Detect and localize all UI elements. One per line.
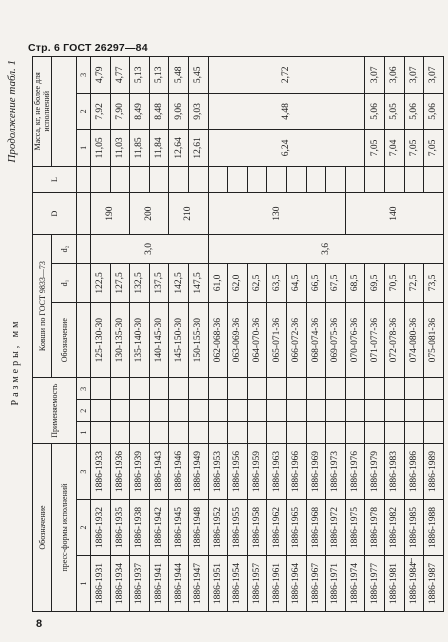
table-cell: 063-069-36 <box>228 302 248 377</box>
table-cell: 63,5 <box>267 264 287 303</box>
table-cell: 130 <box>208 193 345 234</box>
table-cell <box>424 166 444 193</box>
table-cell: 3,07 <box>404 57 424 94</box>
table-cell <box>424 400 444 422</box>
table-cell <box>384 378 404 400</box>
col-num: 1 <box>77 422 91 444</box>
table-cell: 1886-1967 <box>306 556 326 612</box>
table-cell: 1886-1933 <box>91 444 111 500</box>
table-cell: 3,06 <box>384 57 404 94</box>
table-cell: 1886-1977 <box>365 556 385 612</box>
table-cell: 1886-1961 <box>267 556 287 612</box>
table-cell: 071-077-36 <box>365 302 385 377</box>
table-cell: 122,5 <box>91 264 111 303</box>
table-cell <box>228 400 248 422</box>
table-cell: 1886-1965 <box>286 500 306 556</box>
table-cell <box>247 422 267 444</box>
table-cell <box>404 400 424 422</box>
col-num: 2 <box>77 500 91 556</box>
table-row <box>384 57 404 612</box>
col-num: 2 <box>77 93 91 130</box>
table-cell: 1886-1962 <box>267 500 287 556</box>
table-cell <box>110 378 130 400</box>
table-cell: 1886-1989 <box>424 444 444 500</box>
table-cell: 132,5 <box>130 264 150 303</box>
header-D: D <box>33 193 77 234</box>
table-cell: 11,03 <box>110 130 130 167</box>
table-cell: 1886-1968 <box>306 500 326 556</box>
table-cell: 1886-1943 <box>149 444 169 500</box>
table-cell: 074-080-36 <box>404 302 424 377</box>
table-cell <box>110 166 130 193</box>
table-cell: 62,0 <box>228 264 248 303</box>
table-cell: 7,04 <box>384 130 404 167</box>
table-cell: 066-072-36 <box>286 302 306 377</box>
table-cell: 1886-1978 <box>365 500 385 556</box>
table-cell: 130-135-30 <box>110 302 130 377</box>
table-cell: 1886-1946 <box>169 444 189 500</box>
table-cell: 1886-1959 <box>247 444 267 500</box>
table-cell: 1886-1969 <box>306 444 326 500</box>
table-cell <box>188 422 208 444</box>
col-num: 3 <box>77 57 91 94</box>
table-cell: 1886-1972 <box>326 500 346 556</box>
table-cell: 1886-1964 <box>286 556 306 612</box>
table-cell: 1886-1955 <box>228 500 248 556</box>
table-cell: 62,5 <box>247 264 267 303</box>
table-cell: 3,0 <box>91 234 209 263</box>
table-row <box>188 57 208 612</box>
table-cell <box>286 378 306 400</box>
table-cell <box>365 166 385 193</box>
header-kovsh: Ковши по ГОСТ 9833—73 <box>33 234 52 378</box>
table-cell <box>404 378 424 400</box>
col-num: 3 <box>77 378 91 400</box>
table-cell <box>326 166 346 193</box>
table-cell <box>149 166 169 193</box>
table-cell: 61,0 <box>208 264 228 303</box>
table-cell: 1886-1986 <box>404 444 424 500</box>
table-cell: 1886-1945 <box>169 500 189 556</box>
table-cell: 1886-1936 <box>110 444 130 500</box>
col-num: 1 <box>77 130 91 167</box>
table-cell <box>345 378 365 400</box>
table-cell <box>384 400 404 422</box>
table-cell: 73,5 <box>424 264 444 303</box>
table-cell: 3,6 <box>208 234 443 263</box>
page-number: 8 <box>36 618 43 630</box>
table-cell <box>267 400 287 422</box>
table-cell <box>130 166 150 193</box>
table-cell <box>267 422 287 444</box>
table-cell: 2,72 <box>208 57 365 94</box>
table-cell: 135-140-30 <box>130 302 150 377</box>
table-cell: 5,48 <box>169 57 189 94</box>
table-cell: 7,05 <box>365 130 385 167</box>
rotated-table-container <box>6 56 439 612</box>
table-cell: 142,5 <box>169 264 189 303</box>
table-cell: 1886-1931 <box>91 556 111 612</box>
table-cell: 4,48 <box>208 93 365 130</box>
table-cell <box>247 166 267 193</box>
table-row <box>130 57 150 612</box>
table-cell <box>110 422 130 444</box>
table-cell: 1886-1956 <box>228 444 248 500</box>
table-cell: 1886-1981 <box>384 556 404 612</box>
table-cell: 1886-1951 <box>208 556 228 612</box>
sizes-caption: Размеры, мм <box>10 318 21 406</box>
continuation-caption: Продолжение табл. 1 <box>6 60 18 163</box>
table-cell <box>91 378 111 400</box>
table-cell: 1886-1979 <box>365 444 385 500</box>
table-cell <box>91 400 111 422</box>
col-num: 2 <box>77 400 91 422</box>
table-cell: 1886-1941 <box>149 556 169 612</box>
table-cell: 150-155-30 <box>188 302 208 377</box>
table-cell: 068-074-36 <box>306 302 326 377</box>
table-row <box>208 57 228 612</box>
table-cell: 1886-1983 <box>384 444 404 500</box>
table-row <box>110 57 130 612</box>
table-cell <box>326 378 346 400</box>
header-applicability: Применяемость <box>33 378 77 444</box>
header-mass: Масса, кг, не более для исполнений <box>33 57 52 167</box>
table-cell <box>365 400 385 422</box>
table-cell: 1886-1976 <box>345 444 365 500</box>
table-cell <box>169 422 189 444</box>
table-cell: 1886-1948 <box>188 500 208 556</box>
table-cell <box>188 378 208 400</box>
table-cell: 3,07 <box>365 57 385 94</box>
table-cell <box>130 422 150 444</box>
table-cell: 64,5 <box>286 264 306 303</box>
table-cell: 1886-1939 <box>130 444 150 500</box>
table-cell <box>169 166 189 193</box>
table-cell: 127,5 <box>110 264 130 303</box>
table-cell <box>188 400 208 422</box>
header-L: L <box>33 166 77 193</box>
table-cell <box>149 422 169 444</box>
table-cell: 190 <box>91 193 130 234</box>
table-cell: 5,13 <box>130 57 150 94</box>
table-cell <box>188 166 208 193</box>
table-cell: 1886-1963 <box>267 444 287 500</box>
table-cell <box>345 400 365 422</box>
table-cell: 3,07 <box>424 57 444 94</box>
table-cell: 1886-1938 <box>130 500 150 556</box>
table-cell: 140 <box>345 193 443 234</box>
table-cell <box>404 422 424 444</box>
table-cell: 1886-1937 <box>130 556 150 612</box>
table-cell <box>130 400 150 422</box>
table-cell: 200 <box>130 193 169 234</box>
table-cell: 11,05 <box>91 130 111 167</box>
table-cell: 5,05 <box>384 93 404 130</box>
table-cell: 1886-1953 <box>208 444 228 500</box>
table-cell: 072-078-36 <box>384 302 404 377</box>
table-row <box>169 57 189 612</box>
table-cell <box>404 166 424 193</box>
table-cell: 1886-1971 <box>326 556 346 612</box>
table-cell: 064-070-36 <box>247 302 267 377</box>
table-cell: 11,84 <box>149 130 169 167</box>
header-d2: d₂ <box>52 234 77 263</box>
table-cell: 9,03 <box>188 93 208 130</box>
table-cell: 1886-1944 <box>169 556 189 612</box>
table-cell: 069-075-36 <box>326 302 346 377</box>
table-cell <box>365 378 385 400</box>
table-cell: 1886-1954 <box>228 556 248 612</box>
table-cell <box>345 422 365 444</box>
table-cell: 1886-1947 <box>188 556 208 612</box>
table-cell: 5,06 <box>365 93 385 130</box>
table-cell: 12,64 <box>169 130 189 167</box>
table-cell: 7,05 <box>424 130 444 167</box>
table-cell: 8,49 <box>130 93 150 130</box>
table-cell: 1886-1952 <box>208 500 228 556</box>
table-cell: 137,5 <box>149 264 169 303</box>
table-cell <box>267 166 287 193</box>
table-cell <box>149 400 169 422</box>
table-cell: 140-145-30 <box>149 302 169 377</box>
table-cell <box>228 378 248 400</box>
col-num: 1 <box>77 556 91 612</box>
table-cell <box>267 378 287 400</box>
table-cell <box>306 400 326 422</box>
table-cell <box>424 422 444 444</box>
table-cell <box>424 378 444 400</box>
table-cell: 6,24 <box>208 130 365 167</box>
table-cell <box>169 400 189 422</box>
table-cell <box>384 422 404 444</box>
table-cell <box>208 400 228 422</box>
table-cell <box>91 422 111 444</box>
table-cell: 210 <box>169 193 208 234</box>
table-cell <box>228 422 248 444</box>
table-cell <box>345 166 365 193</box>
scan-mark: ɟ <box>410 555 413 565</box>
table-cell <box>286 400 306 422</box>
table-cell: 1886-1988 <box>424 500 444 556</box>
table-cell: 1886-1975 <box>345 500 365 556</box>
table-cell <box>326 422 346 444</box>
table-cell: 67,5 <box>326 264 346 303</box>
table-cell <box>208 166 228 193</box>
header-kovsh-designation: Обозначение <box>52 302 77 377</box>
table-cell: 147,5 <box>188 264 208 303</box>
header-press-forms: пресс-формы исполнений <box>52 444 77 612</box>
table-cell: 1886-1958 <box>247 500 267 556</box>
table-cell <box>365 422 385 444</box>
table-cell: 1886-1949 <box>188 444 208 500</box>
table-cell: 66,5 <box>306 264 326 303</box>
table-cell: 1886-1932 <box>91 500 111 556</box>
table-cell: 70,5 <box>384 264 404 303</box>
table-cell: 1886-1982 <box>384 500 404 556</box>
table-cell <box>286 166 306 193</box>
table-row <box>424 57 444 612</box>
table-cell: 075-081-36 <box>424 302 444 377</box>
table-cell: 69,5 <box>365 264 385 303</box>
table-cell: 1886-1987 <box>424 556 444 612</box>
table-cell: 5,06 <box>404 93 424 130</box>
table-cell: 070-076-36 <box>345 302 365 377</box>
table-cell: 1886-1957 <box>247 556 267 612</box>
table-cell <box>306 378 326 400</box>
table-cell <box>208 422 228 444</box>
table-cell: 11,85 <box>130 130 150 167</box>
table-cell: 4,77 <box>110 57 130 94</box>
table-cell: 1886-1974 <box>345 556 365 612</box>
header-d1: d₁ <box>52 264 77 303</box>
table-row <box>404 57 424 612</box>
table-row <box>365 57 385 612</box>
table-cell: 1886-1985 <box>404 500 424 556</box>
table-cell <box>326 400 346 422</box>
table-cell: 1886-1973 <box>326 444 346 500</box>
table-body <box>91 57 444 612</box>
table-cell <box>130 378 150 400</box>
table-row <box>91 57 111 612</box>
table-cell: 4,79 <box>91 57 111 94</box>
table-cell <box>208 378 228 400</box>
dimensions-table <box>32 56 444 612</box>
table-cell: 1886-1934 <box>110 556 130 612</box>
table-cell <box>384 166 404 193</box>
table-cell: 1886-1966 <box>286 444 306 500</box>
col-num: 3 <box>77 444 91 500</box>
table-cell <box>110 400 130 422</box>
table-cell: 062-068-36 <box>208 302 228 377</box>
table-cell: 7,92 <box>91 93 111 130</box>
table-cell: 1886-1942 <box>149 500 169 556</box>
table-cell <box>306 166 326 193</box>
table-cell: 7,90 <box>110 93 130 130</box>
table-cell <box>149 378 169 400</box>
table-cell: 125-130-30 <box>91 302 111 377</box>
table-cell: 9,06 <box>169 93 189 130</box>
table-cell: 72,5 <box>404 264 424 303</box>
table-cell: 68,5 <box>345 264 365 303</box>
table-cell: 8,48 <box>149 93 169 130</box>
table-cell <box>169 378 189 400</box>
table-cell: 12,61 <box>188 130 208 167</box>
table-cell <box>306 422 326 444</box>
table-row <box>149 57 169 612</box>
table-cell <box>91 166 111 193</box>
table-cell <box>228 166 248 193</box>
table-cell: 5,13 <box>149 57 169 94</box>
table-cell <box>247 378 267 400</box>
table-cell: 5,45 <box>188 57 208 94</box>
table-cell: 1886-1984 <box>404 556 424 612</box>
table-cell: 5,06 <box>424 93 444 130</box>
table-cell: 145-150-30 <box>169 302 189 377</box>
table-cell: 1886-1935 <box>110 500 130 556</box>
header-designation: Обозначение <box>33 444 52 612</box>
table-cell <box>247 400 267 422</box>
table-cell: 7,05 <box>404 130 424 167</box>
table-cell: 065-071-36 <box>267 302 287 377</box>
page-header: Стр. 6 ГОСТ 26297—84 <box>28 42 148 54</box>
table-cell <box>286 422 306 444</box>
